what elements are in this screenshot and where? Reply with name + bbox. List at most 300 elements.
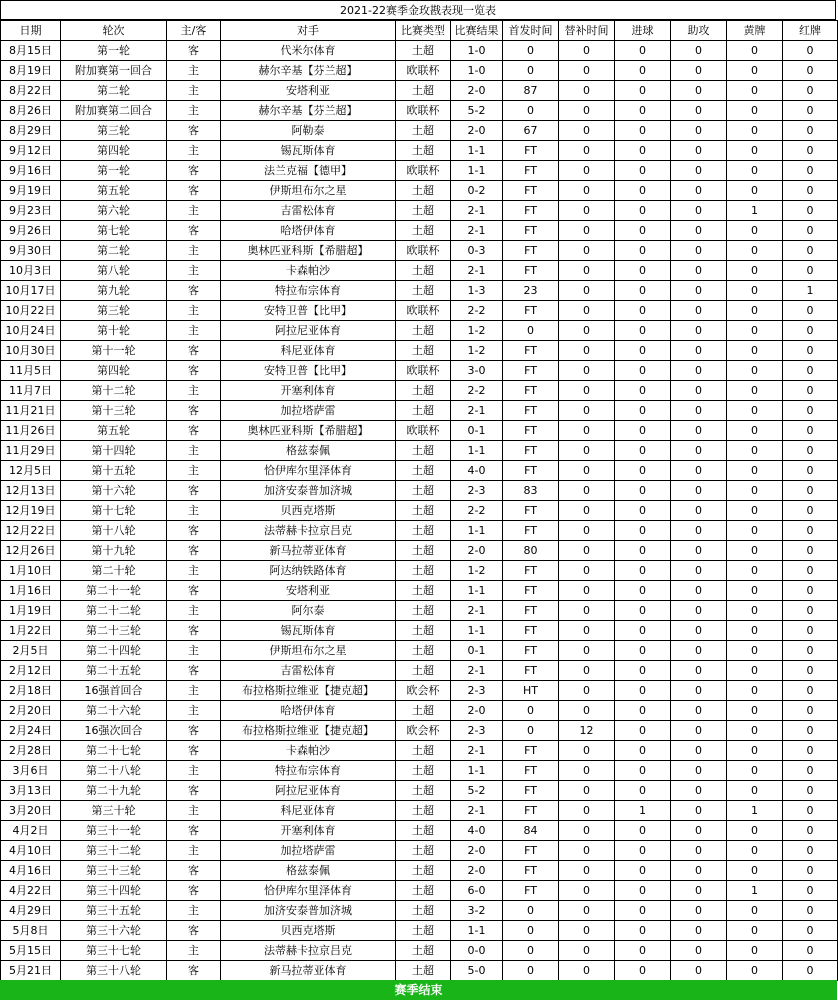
cell-assists: 0 (671, 181, 727, 201)
cell-yellow: 1 (727, 801, 783, 821)
cell-sub-time: 0 (559, 461, 615, 481)
cell-assists: 0 (671, 261, 727, 281)
cell-round: 第五轮 (61, 421, 167, 441)
cell-competition: 土超 (396, 481, 451, 501)
cell-yellow: 0 (727, 521, 783, 541)
table-row (1, 581, 838, 601)
cell-result: 1-0 (451, 61, 503, 81)
cell-date: 5月21日 (1, 961, 61, 981)
cell-sub-time: 0 (559, 181, 615, 201)
cell-assists: 0 (671, 621, 727, 641)
cell-result: 2-0 (451, 81, 503, 101)
cell-start-time: FT (503, 201, 559, 221)
cell-goals: 0 (615, 721, 671, 741)
cell-opponent: 特拉布宗体育 (221, 281, 396, 301)
cell-venue: 主 (167, 321, 221, 341)
cell-sub-time: 0 (559, 41, 615, 61)
cell-venue: 客 (167, 361, 221, 381)
cell-goals: 0 (615, 161, 671, 181)
cell-opponent: 代米尔体育 (221, 41, 396, 61)
cell-result: 5-2 (451, 101, 503, 121)
cell-start-time: 0 (503, 701, 559, 721)
cell-opponent: 加济安泰普加济城 (221, 481, 396, 501)
cell-goals: 0 (615, 501, 671, 521)
cell-start-time: FT (503, 661, 559, 681)
cell-goals: 0 (615, 381, 671, 401)
table-row (1, 321, 838, 341)
cell-venue: 客 (167, 281, 221, 301)
cell-date: 5月15日 (1, 941, 61, 961)
cell-red: 0 (783, 621, 838, 641)
cell-goals: 0 (615, 521, 671, 541)
table-row (1, 221, 838, 241)
cell-venue: 主 (167, 461, 221, 481)
cell-start-time: FT (503, 521, 559, 541)
cell-yellow: 1 (727, 881, 783, 901)
cell-goals: 0 (615, 761, 671, 781)
cell-red: 0 (783, 941, 838, 961)
cell-venue: 主 (167, 901, 221, 921)
cell-opponent: 布拉格斯拉维亚【捷克超】 (221, 681, 396, 701)
cell-sub-time: 0 (559, 441, 615, 461)
cell-assists: 0 (671, 461, 727, 481)
cell-goals: 0 (615, 321, 671, 341)
cell-start-time: 0 (503, 901, 559, 921)
cell-result: 1-3 (451, 281, 503, 301)
cell-venue: 主 (167, 841, 221, 861)
cell-assists: 0 (671, 241, 727, 261)
cell-opponent: 开塞利体育 (221, 821, 396, 841)
cell-sub-time: 0 (559, 781, 615, 801)
cell-sub-time: 0 (559, 301, 615, 321)
cell-red: 0 (783, 341, 838, 361)
cell-date: 2月5日 (1, 641, 61, 661)
cell-assists: 0 (671, 681, 727, 701)
cell-competition: 土超 (396, 741, 451, 761)
cell-sub-time: 0 (559, 381, 615, 401)
cell-opponent: 安特卫普【比甲】 (221, 301, 396, 321)
cell-start-time: FT (503, 581, 559, 601)
table-row (1, 721, 838, 741)
cell-red: 0 (783, 361, 838, 381)
cell-competition: 土超 (396, 81, 451, 101)
cell-goals: 0 (615, 601, 671, 621)
cell-date: 3月20日 (1, 801, 61, 821)
cell-assists: 0 (671, 381, 727, 401)
cell-venue: 主 (167, 141, 221, 161)
cell-opponent: 赫尔辛基【芬兰超】 (221, 101, 396, 121)
cell-opponent: 贝西克塔斯 (221, 501, 396, 521)
cell-round: 第三轮 (61, 301, 167, 321)
cell-venue: 主 (167, 761, 221, 781)
cell-result: 2-0 (451, 701, 503, 721)
cell-red: 0 (783, 681, 838, 701)
cell-yellow: 0 (727, 961, 783, 981)
cell-result: 2-0 (451, 121, 503, 141)
table-row (1, 541, 838, 561)
cell-goals: 0 (615, 461, 671, 481)
cell-date: 10月24日 (1, 321, 61, 341)
cell-venue: 客 (167, 861, 221, 881)
cell-opponent: 锡瓦斯体育 (221, 621, 396, 641)
cell-competition: 欧联杯 (396, 361, 451, 381)
cell-date: 10月22日 (1, 301, 61, 321)
table-row (1, 381, 838, 401)
cell-red: 0 (783, 121, 838, 141)
cell-round: 第二十二轮 (61, 601, 167, 621)
cell-round: 第十三轮 (61, 401, 167, 421)
cell-red: 0 (783, 321, 838, 341)
cell-start-time: FT (503, 401, 559, 421)
cell-opponent: 阿达纳铁路体育 (221, 561, 396, 581)
cell-date: 11月7日 (1, 381, 61, 401)
cell-competition: 土超 (396, 781, 451, 801)
cell-red: 0 (783, 781, 838, 801)
table-row (1, 821, 838, 841)
cell-date: 3月13日 (1, 781, 61, 801)
cell-assists: 0 (671, 121, 727, 141)
cell-yellow: 0 (727, 821, 783, 841)
cell-red: 0 (783, 81, 838, 101)
cell-venue: 客 (167, 341, 221, 361)
table-row (1, 841, 838, 861)
cell-red: 0 (783, 301, 838, 321)
cell-opponent: 哈塔伊体育 (221, 701, 396, 721)
cell-yellow: 1 (727, 201, 783, 221)
cell-start-time: FT (503, 361, 559, 381)
cell-result: 2-1 (451, 261, 503, 281)
cell-round: 第四轮 (61, 141, 167, 161)
cell-red: 0 (783, 421, 838, 441)
cell-yellow: 0 (727, 61, 783, 81)
cell-result: 1-1 (451, 581, 503, 601)
cell-opponent: 特拉布宗体育 (221, 761, 396, 781)
cell-start-time: FT (503, 161, 559, 181)
cell-result: 1-1 (451, 141, 503, 161)
cell-round: 第十轮 (61, 321, 167, 341)
cell-competition: 土超 (396, 841, 451, 861)
cell-red: 0 (783, 581, 838, 601)
cell-competition: 土超 (396, 41, 451, 61)
cell-start-time: FT (503, 741, 559, 761)
cell-opponent: 阿拉尼亚体育 (221, 781, 396, 801)
table-row (1, 961, 838, 981)
cell-goals: 0 (615, 401, 671, 421)
cell-result: 2-2 (451, 501, 503, 521)
table-row (1, 521, 838, 541)
cell-assists: 0 (671, 561, 727, 581)
cell-goals: 0 (615, 821, 671, 841)
header-row (1, 21, 838, 41)
table-row (1, 861, 838, 881)
cell-opponent: 科尼亚体育 (221, 801, 396, 821)
cell-assists: 0 (671, 641, 727, 661)
cell-date: 2月28日 (1, 741, 61, 761)
cell-competition: 土超 (396, 801, 451, 821)
cell-yellow: 0 (727, 181, 783, 201)
cell-competition: 土超 (396, 921, 451, 941)
cell-competition: 土超 (396, 701, 451, 721)
cell-sub-time: 0 (559, 601, 615, 621)
cell-red: 0 (783, 921, 838, 941)
cell-red: 0 (783, 601, 838, 621)
cell-venue: 主 (167, 201, 221, 221)
cell-date: 9月23日 (1, 201, 61, 221)
cell-competition: 土超 (396, 941, 451, 961)
cell-assists: 0 (671, 741, 727, 761)
cell-yellow: 0 (727, 601, 783, 621)
cell-start-time: FT (503, 261, 559, 281)
cell-date: 11月5日 (1, 361, 61, 381)
cell-result: 1-1 (451, 161, 503, 181)
cell-assists: 0 (671, 161, 727, 181)
cell-yellow: 0 (727, 301, 783, 321)
cell-round: 第四轮 (61, 361, 167, 381)
cell-sub-time: 0 (559, 401, 615, 421)
cell-start-time: FT (503, 641, 559, 661)
cell-result: 2-0 (451, 841, 503, 861)
cell-goals: 0 (615, 941, 671, 961)
cell-opponent: 阿拉尼亚体育 (221, 321, 396, 341)
cell-red: 0 (783, 741, 838, 761)
cell-assists: 0 (671, 221, 727, 241)
cell-result: 1-0 (451, 41, 503, 61)
cell-round: 第二十六轮 (61, 701, 167, 721)
cell-sub-time: 0 (559, 201, 615, 221)
cell-red: 0 (783, 441, 838, 461)
table-row (1, 681, 838, 701)
cell-date: 12月22日 (1, 521, 61, 541)
cell-date: 4月29日 (1, 901, 61, 921)
cell-date: 1月10日 (1, 561, 61, 581)
cell-start-time: 0 (503, 61, 559, 81)
cell-assists: 0 (671, 721, 727, 741)
cell-yellow: 0 (727, 701, 783, 721)
cell-competition: 土超 (396, 961, 451, 981)
cell-sub-time: 0 (559, 61, 615, 81)
cell-opponent: 吉雷松体育 (221, 201, 396, 221)
cell-result: 2-2 (451, 381, 503, 401)
cell-goals: 0 (615, 261, 671, 281)
cell-yellow: 0 (727, 561, 783, 581)
cell-opponent: 哈塔伊体育 (221, 221, 396, 241)
cell-result: 2-1 (451, 601, 503, 621)
cell-yellow: 0 (727, 141, 783, 161)
cell-goals: 0 (615, 701, 671, 721)
cell-venue: 客 (167, 961, 221, 981)
cell-sub-time: 0 (559, 161, 615, 181)
cell-red: 0 (783, 561, 838, 581)
cell-start-time: 23 (503, 281, 559, 301)
cell-venue: 客 (167, 421, 221, 441)
cell-start-time: FT (503, 341, 559, 361)
cell-assists: 0 (671, 401, 727, 421)
cell-venue: 主 (167, 61, 221, 81)
cell-result: 2-1 (451, 661, 503, 681)
cell-yellow: 0 (727, 921, 783, 941)
cell-assists: 0 (671, 781, 727, 801)
cell-date: 8月26日 (1, 101, 61, 121)
cell-venue: 客 (167, 521, 221, 541)
cell-date: 9月16日 (1, 161, 61, 181)
cell-result: 2-0 (451, 861, 503, 881)
cell-competition: 土超 (396, 281, 451, 301)
cell-start-time: FT (503, 421, 559, 441)
cell-result: 1-1 (451, 621, 503, 641)
cell-opponent: 奥林匹亚科斯【希腊超】 (221, 421, 396, 441)
cell-result: 2-3 (451, 721, 503, 741)
cell-goals: 0 (615, 101, 671, 121)
cell-date: 2月12日 (1, 661, 61, 681)
cell-red: 0 (783, 61, 838, 81)
cell-sub-time: 0 (559, 881, 615, 901)
cell-round: 第十八轮 (61, 521, 167, 541)
cell-goals: 0 (615, 141, 671, 161)
cell-sub-time: 0 (559, 621, 615, 641)
cell-goals: 0 (615, 841, 671, 861)
cell-venue: 客 (167, 921, 221, 941)
cell-sub-time: 0 (559, 261, 615, 281)
table-row (1, 41, 838, 61)
table-row (1, 181, 838, 201)
cell-venue: 主 (167, 561, 221, 581)
cell-yellow: 0 (727, 421, 783, 441)
cell-red: 0 (783, 801, 838, 821)
cell-venue: 主 (167, 241, 221, 261)
cell-start-time: FT (503, 881, 559, 901)
cell-assists: 0 (671, 581, 727, 601)
cell-red: 0 (783, 401, 838, 421)
cell-date: 11月26日 (1, 421, 61, 441)
cell-competition: 土超 (396, 821, 451, 841)
cell-result: 2-1 (451, 741, 503, 761)
table-row (1, 801, 838, 821)
cell-red: 0 (783, 501, 838, 521)
cell-date: 5月8日 (1, 921, 61, 941)
cell-sub-time: 0 (559, 961, 615, 981)
cell-competition: 土超 (396, 581, 451, 601)
cell-start-time: FT (503, 861, 559, 881)
cell-assists: 0 (671, 441, 727, 461)
cell-assists: 0 (671, 81, 727, 101)
cell-venue: 客 (167, 121, 221, 141)
cell-venue: 客 (167, 541, 221, 561)
cell-round: 第五轮 (61, 181, 167, 201)
cell-date: 9月19日 (1, 181, 61, 201)
table-row (1, 281, 838, 301)
cell-sub-time: 0 (559, 81, 615, 101)
cell-round: 附加赛第一回合 (61, 61, 167, 81)
table-row (1, 701, 838, 721)
cell-yellow: 0 (727, 261, 783, 281)
cell-venue: 客 (167, 221, 221, 241)
cell-red: 0 (783, 241, 838, 261)
cell-date: 12月19日 (1, 501, 61, 521)
cell-assists: 0 (671, 801, 727, 821)
cell-start-time: HT (503, 681, 559, 701)
cell-opponent: 加拉塔萨雷 (221, 401, 396, 421)
cell-goals: 0 (615, 861, 671, 881)
cell-red: 0 (783, 141, 838, 161)
cell-sub-time: 0 (559, 281, 615, 301)
cell-date: 4月16日 (1, 861, 61, 881)
cell-yellow: 0 (727, 221, 783, 241)
cell-assists: 0 (671, 481, 727, 501)
cell-competition: 欧联杯 (396, 101, 451, 121)
cell-goals: 0 (615, 561, 671, 581)
cell-start-time: FT (503, 781, 559, 801)
cell-assists: 0 (671, 321, 727, 341)
cell-result: 0-2 (451, 181, 503, 201)
cell-round: 第一轮 (61, 161, 167, 181)
cell-red: 0 (783, 641, 838, 661)
cell-assists: 0 (671, 941, 727, 961)
table-row (1, 421, 838, 441)
header-yellow: 黄牌 (727, 21, 783, 41)
cell-yellow: 0 (727, 461, 783, 481)
cell-competition: 土超 (396, 541, 451, 561)
cell-round: 第二十一轮 (61, 581, 167, 601)
cell-result: 3-2 (451, 901, 503, 921)
cell-round: 第六轮 (61, 201, 167, 221)
cell-result: 1-1 (451, 761, 503, 781)
cell-assists: 0 (671, 961, 727, 981)
cell-date: 9月26日 (1, 221, 61, 241)
cell-competition: 欧联杯 (396, 61, 451, 81)
cell-date: 3月6日 (1, 761, 61, 781)
cell-venue: 主 (167, 101, 221, 121)
table-row (1, 441, 838, 461)
cell-result: 4-0 (451, 821, 503, 841)
cell-sub-time: 0 (559, 481, 615, 501)
cell-sub-time: 0 (559, 821, 615, 841)
cell-opponent: 开塞利体育 (221, 381, 396, 401)
cell-yellow: 0 (727, 101, 783, 121)
header-date: 日期 (1, 21, 61, 41)
cell-venue: 主 (167, 641, 221, 661)
header-result: 比赛结果 (451, 21, 503, 41)
cell-goals: 0 (615, 921, 671, 941)
cell-yellow: 0 (727, 241, 783, 261)
cell-competition: 土超 (396, 901, 451, 921)
cell-competition: 欧会杯 (396, 721, 451, 741)
cell-round: 第九轮 (61, 281, 167, 301)
cell-yellow: 0 (727, 621, 783, 641)
cell-yellow: 0 (727, 901, 783, 921)
cell-sub-time: 0 (559, 361, 615, 381)
cell-round: 第十六轮 (61, 481, 167, 501)
table-row (1, 461, 838, 481)
cell-yellow: 0 (727, 161, 783, 181)
table-row (1, 101, 838, 121)
cell-goals: 0 (615, 181, 671, 201)
cell-result: 5-2 (451, 781, 503, 801)
cell-goals: 0 (615, 361, 671, 381)
cell-goals: 0 (615, 421, 671, 441)
cell-date: 10月30日 (1, 341, 61, 361)
cell-date: 2月24日 (1, 721, 61, 741)
table-row (1, 641, 838, 661)
table-row (1, 561, 838, 581)
cell-competition: 土超 (396, 121, 451, 141)
cell-round: 第十七轮 (61, 501, 167, 521)
cell-assists: 0 (671, 61, 727, 81)
cell-opponent: 科尼亚体育 (221, 341, 396, 361)
cell-opponent: 阿尔泰 (221, 601, 396, 621)
cell-goals: 0 (615, 901, 671, 921)
cell-sub-time: 0 (559, 221, 615, 241)
cell-start-time: FT (503, 141, 559, 161)
